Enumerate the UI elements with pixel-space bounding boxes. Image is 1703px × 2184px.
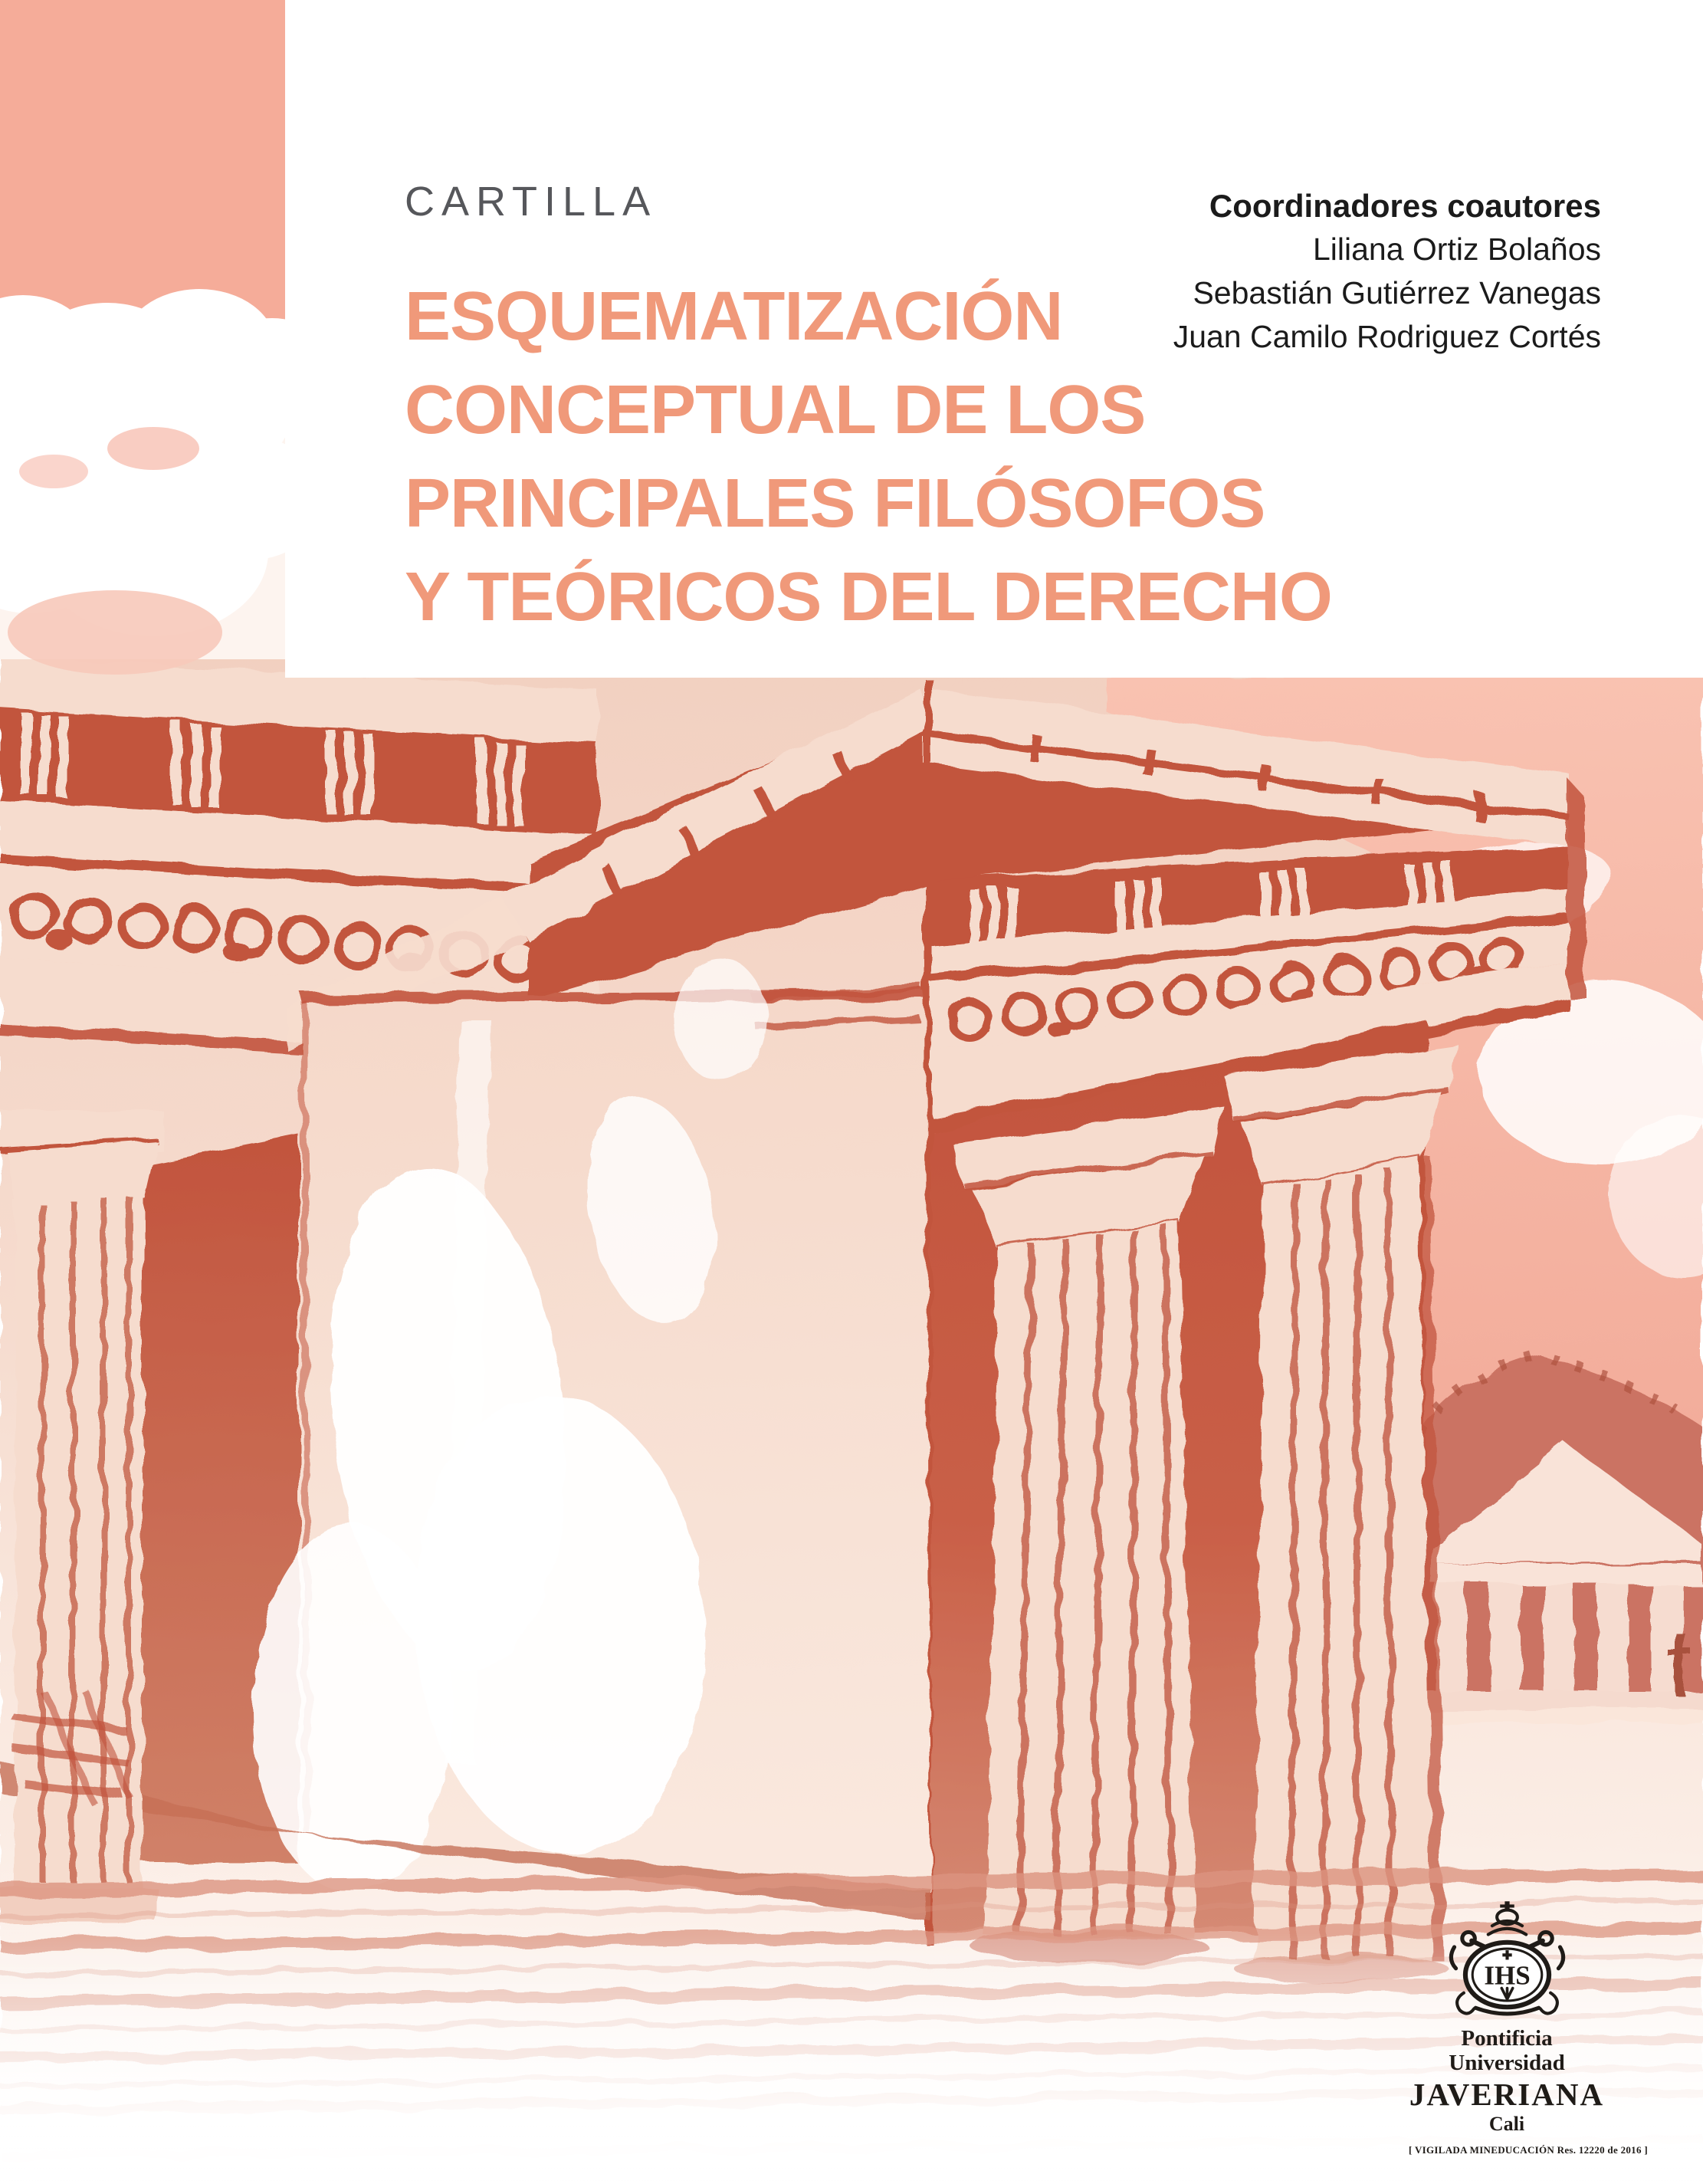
cypress-tree — [1675, 1633, 1685, 1696]
series-kicker: CARTILLA — [405, 179, 658, 225]
title-line-3: PRINCIPALES FILÓSOFOS — [405, 465, 1265, 542]
coordinators-heading: Coordinadores coautores — [1209, 188, 1601, 224]
title-line-4: Y TEÓRICOS DEL DERECHO — [405, 559, 1332, 635]
coordinator-name: Juan Camilo Rodriguez Cortés — [1173, 319, 1601, 354]
title-line-1: ESQUEMATIZACIÓN — [405, 278, 1063, 355]
ihs-monogram: IHS — [1483, 1960, 1531, 1991]
coordinator-name: Liliana Ortiz Bolaños — [1312, 232, 1601, 267]
vigilada-notice: [ VIGILADA MINEDUCACIÓN Res. 12220 de 2016 ] — [1409, 2144, 1648, 2156]
university-crest-icon — [1440, 1900, 1574, 2022]
coordinator-name: Sebastián Gutiérrez Vanegas — [1193, 275, 1601, 310]
left-column — [0, 1110, 162, 1923]
coordinators-block — [1173, 184, 1601, 359]
cella-wall-slab — [253, 958, 930, 1893]
university-city: Cali — [1488, 2112, 1525, 2135]
university-name: JAVERIANA — [1409, 2076, 1605, 2112]
university-logo — [1409, 1900, 1648, 2156]
salmon-corner-block — [0, 0, 333, 488]
title-line-2: CONCEPTUAL DE LOS — [405, 372, 1146, 448]
university-line1: Pontificia Universidad — [1449, 2026, 1565, 2075]
